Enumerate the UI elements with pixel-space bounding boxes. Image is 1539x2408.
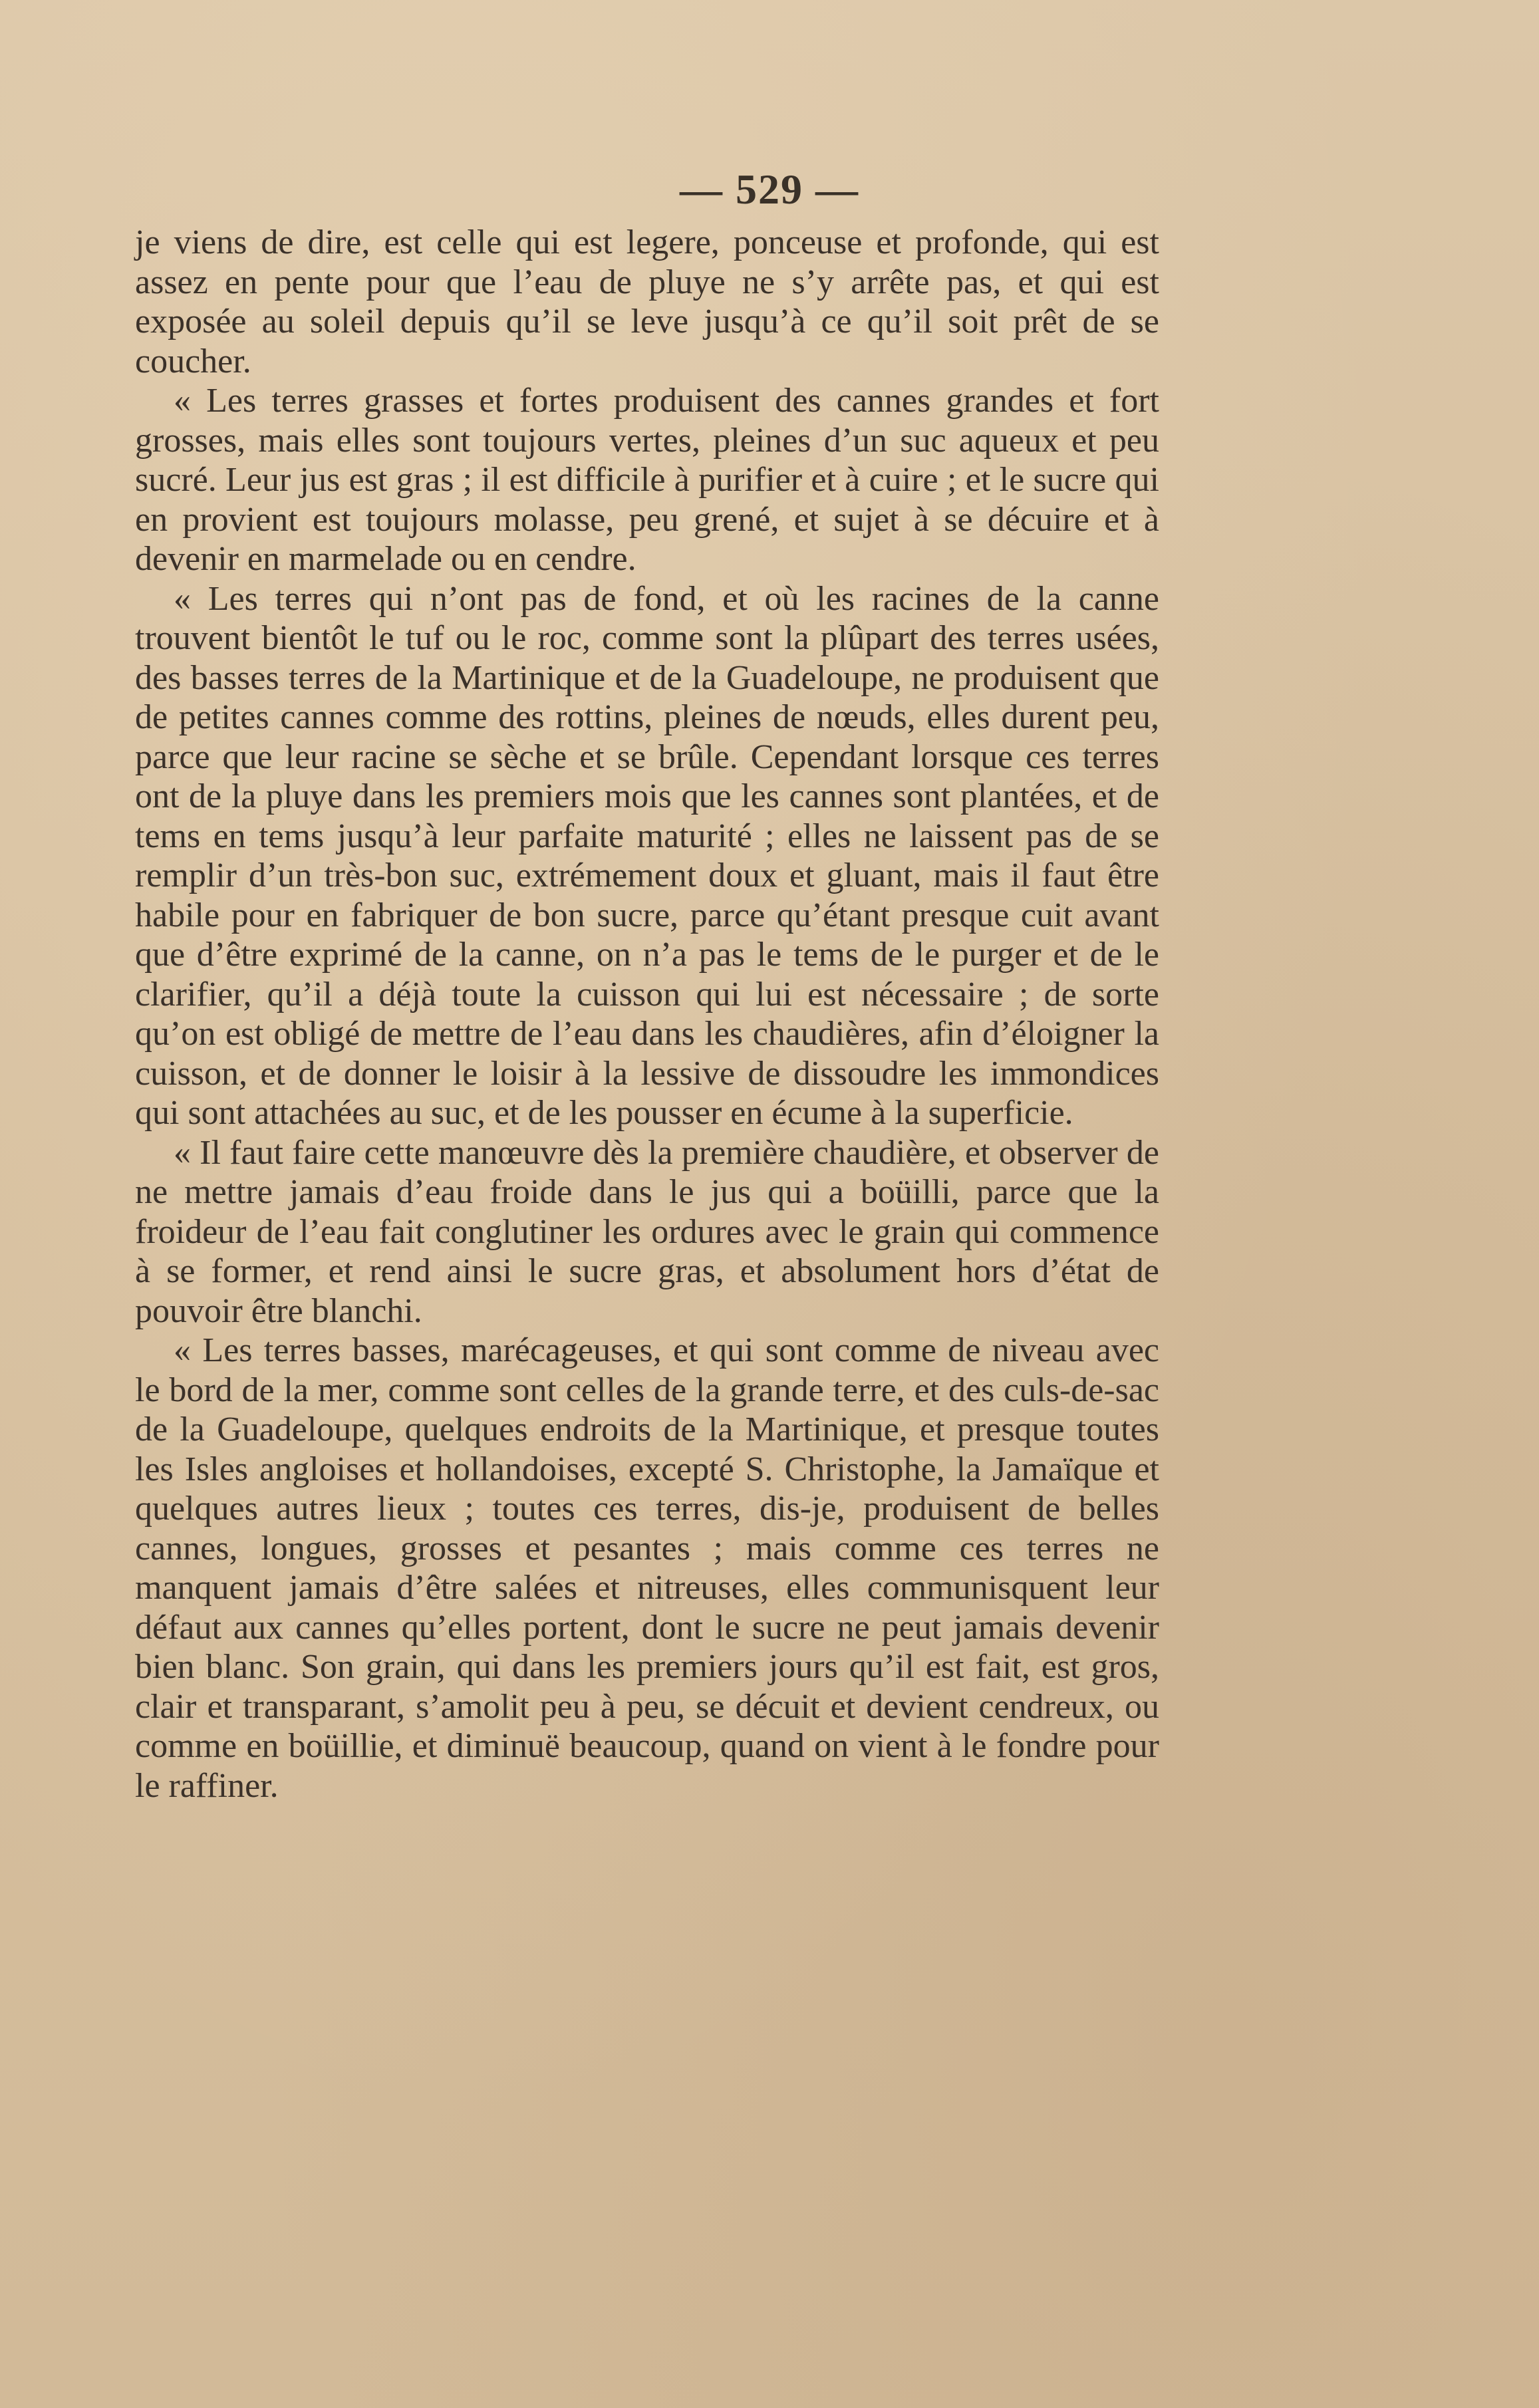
paragraph: je viens de dire, est celle qui est legere, ponceuse et profonde, qui est assez en pente pour que l’eau de pluye ne s’y arrête pas, et qui est exposée au soleil depuis qu’il se leve jusqu’à ce qu’il soit prêt de se coucher. (135, 223, 1159, 380)
body-text (135, 223, 1159, 1806)
paragraph: « Les terres basses, marécageuses, et qui sont comme de niveau avec le bord de la mer, comme sont celles de la grande terre, et des culs-de-sac de la Guadeloupe, quelques endroits de la Martinique, et presque toutes les Isles angloises et hollandoises, excepté S. Christophe, la Jamaïque et quelques autres lieux ; toutes ces terres, dis-je, produisent de belles cannes, longues, grosses et pesantes ; mais comme ces terres ne manquent jamais d’être salées et nitreuses, elles communisquent leur défaut aux cannes qu’elles portent, dont le sucre ne peut jamais devenir bien blanc. Son grain, qui dans les premiers jours qu’il est fait, est gros, clair et transparant, s’amolit peu à peu, se décuit et devient cendreux, ou comme en boüillie, et diminuë beaucoup, quand on vient à le fondre pour le raffiner. (135, 1331, 1159, 1805)
paragraph: « Il faut faire cette manœuvre dès la première chaudière, et observer de ne mettre jamais d’eau froide dans le jus qui a boüilli, parce que la froideur de l’eau fait conglutiner les ordures avec le grain qui commence à se former, et rend ainsi le sucre gras, et absolument hors d’état de pouvoir être blanchi. (135, 1133, 1159, 1330)
paragraph: « Les terres grasses et fortes produisent des cannes grandes et fort grosses, mais elles sont toujours vertes, pleines d’un suc aqueux et peu sucré. Leur jus est gras ; il est difficile à purifier et à cuire ; et le sucre qui en provient est toujours molasse, peu grené, et sujet à se décuire et à devenir en marmelade ou en cendre. (135, 382, 1159, 578)
paragraph: « Les terres qui n’ont pas de fond, et où les racines de la canne trouvent bientôt le tuf ou le roc, comme sont la plûpart des terres usées, des basses terres de la Martinique et de la Guadeloupe, ne produisent que de petites cannes comme des rottins, pleines de nœuds, elles durent peu, parce que leur racine se sèche et se brûle. Cependant lorsque ces terres ont de la pluye dans les premiers mois que les cannes sont plantées, et de tems en tems jusqu’à leur parfaite maturité ; elles ne laissent pas de se remplir d’un très-bon suc, extrémement doux et gluant, mais il faut être habile pour en fabriquer de bon sucre, parce qu’étant presque cuit avant que d’être exprimé de la canne, on n’a pas le tems de le purger et de le clarifier, qu’il a déjà toute la cuisson qui lui est nécessaire ; de sorte qu’on est obligé de mettre de l’eau dans les chaudières, afin d’éloigner la cuisson, et de donner le loisir à la lessive de dissoudre les immondices qui sont attachées au suc, et de les pousser en écume à la superficie. (135, 579, 1159, 1132)
page-number: — 529 — (680, 166, 859, 213)
